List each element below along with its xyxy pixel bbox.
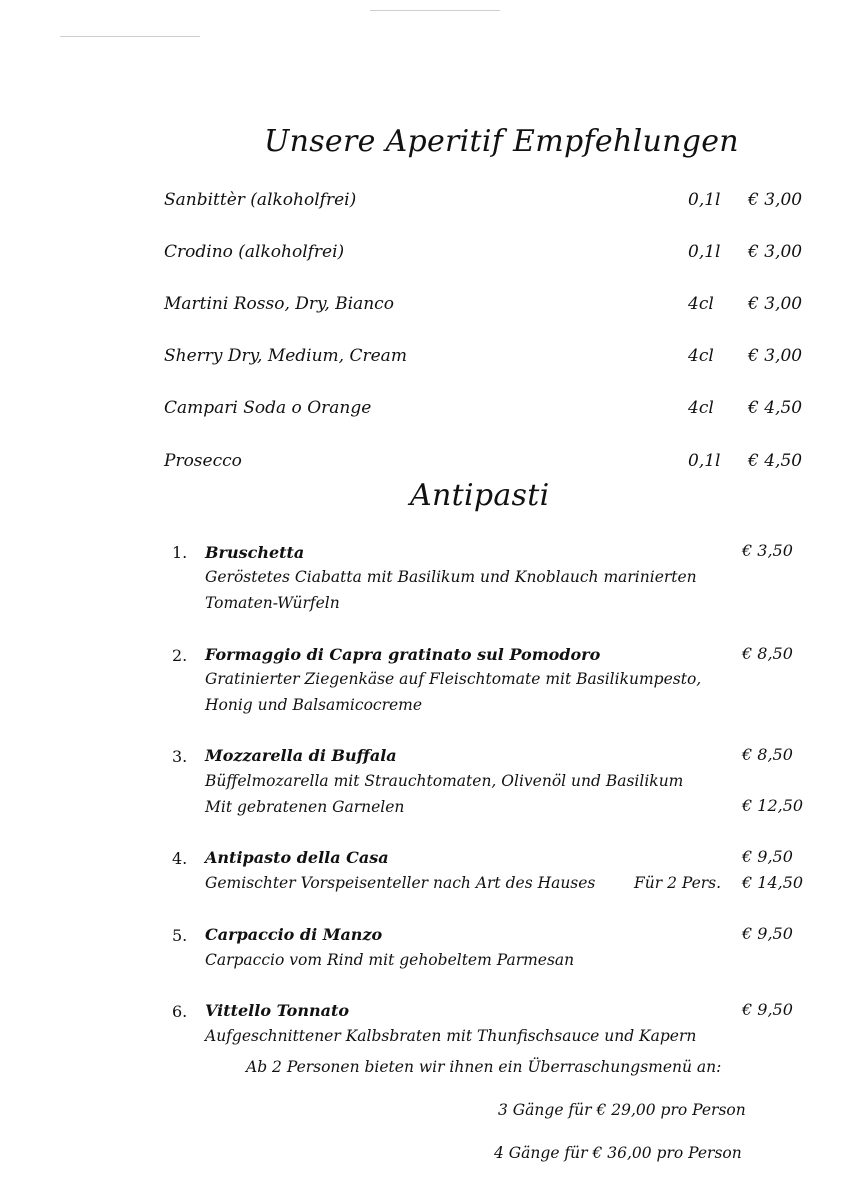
aperitif-item-price: € 4,50 bbox=[748, 398, 803, 418]
dish-name: Carpaccio di Manzo bbox=[205, 925, 383, 944]
dish-number: 4. bbox=[172, 849, 188, 868]
surprise-menu-intro: Ab 2 Personen bieten wir ihnen ein Überraschungsmenü an: bbox=[246, 1058, 722, 1076]
aperitif-item-price: € 3,00 bbox=[748, 190, 803, 210]
dish-price-variant: € 12,50 bbox=[742, 796, 804, 815]
dish-name: Mozzarella di Buffala bbox=[205, 746, 397, 765]
dish-description: Tomaten-Würfeln bbox=[205, 594, 340, 612]
aperitif-item-volume: 4cl bbox=[688, 294, 714, 314]
dish-number: 5. bbox=[172, 926, 188, 945]
aperitif-item-name: Sanbittèr (alkoholfrei) bbox=[164, 190, 357, 210]
dish-name: Formaggio di Capra gratinato sul Pomodoro bbox=[205, 645, 601, 664]
aperitif-item-volume: 0,1l bbox=[688, 190, 721, 210]
aperitif-item-price: € 3,00 bbox=[748, 242, 803, 262]
dish-name: Vittello Tonnato bbox=[205, 1001, 350, 1020]
dish-number: 3. bbox=[172, 747, 188, 766]
dish-name: Antipasto della Casa bbox=[205, 848, 389, 867]
dish-description: Geröstetes Ciabatta mit Basilikum und Knoblauch marinierten bbox=[205, 568, 697, 586]
aperitif-item-volume: 0,1l bbox=[688, 451, 721, 471]
aperitif-item-price: € 4,50 bbox=[748, 451, 803, 471]
dish-price: € 9,50 bbox=[742, 924, 793, 943]
dish-price: € 8,50 bbox=[742, 745, 793, 764]
scan-artifact bbox=[370, 10, 500, 11]
aperitif-item-volume: 4cl bbox=[688, 398, 714, 418]
aperitif-item-price: € 3,00 bbox=[748, 294, 803, 314]
dish-number: 2. bbox=[172, 646, 188, 665]
aperitif-item-price: € 3,00 bbox=[748, 346, 803, 366]
aperitif-item-volume: 4cl bbox=[688, 346, 714, 366]
aperitif-item-volume: 0,1l bbox=[688, 242, 721, 262]
aperitif-item-name: Crodino (alkoholfrei) bbox=[164, 242, 345, 262]
scan-artifact bbox=[60, 36, 200, 37]
dish-price: € 3,50 bbox=[742, 541, 793, 560]
dish-description: Büffelmozarella mit Strauchtomaten, Olivenöl und Basilikum bbox=[205, 772, 684, 790]
dish-description: Honig und Balsamicocreme bbox=[205, 696, 423, 714]
dish-price: € 9,50 bbox=[742, 1000, 793, 1019]
aperitif-title: Unsere Aperitif Empfehlungen bbox=[264, 124, 739, 159]
dish-number: 6. bbox=[172, 1002, 188, 1021]
dish-description: Gratinierter Ziegenkäse auf Fleischtomate mit Basilikumpesto, bbox=[205, 670, 702, 688]
aperitif-item-name: Campari Soda o Orange bbox=[164, 398, 372, 418]
surprise-menu-option: 3 Gänge für € 29,00 pro Person bbox=[498, 1101, 746, 1119]
surprise-menu-option: 4 Gänge für € 36,00 pro Person bbox=[494, 1144, 742, 1162]
dish-description: Gemischter Vorspeisenteller nach Art des Hauses bbox=[205, 874, 596, 892]
dish-price: € 9,50 bbox=[742, 847, 793, 866]
aperitif-item-name: Sherry Dry, Medium, Cream bbox=[164, 346, 407, 366]
dish-portion-note: Für 2 Pers. bbox=[634, 874, 722, 892]
dish-description: Carpaccio vom Rind mit gehobeltem Parmesan bbox=[205, 951, 575, 969]
dish-name: Bruschetta bbox=[205, 543, 305, 562]
aperitif-item-name: Prosecco bbox=[164, 451, 242, 471]
dish-description: Mit gebratenen Garnelen bbox=[205, 798, 405, 816]
antipasti-title: Antipasti bbox=[410, 478, 550, 513]
dish-price: € 8,50 bbox=[742, 644, 793, 663]
dish-number: 1. bbox=[172, 543, 188, 562]
dish-description: Aufgeschnittener Kalbsbraten mit Thunfischsauce und Kapern bbox=[205, 1027, 697, 1045]
aperitif-item-name: Martini Rosso, Dry, Bianco bbox=[164, 294, 394, 314]
dish-price-variant: € 14,50 bbox=[742, 873, 804, 892]
